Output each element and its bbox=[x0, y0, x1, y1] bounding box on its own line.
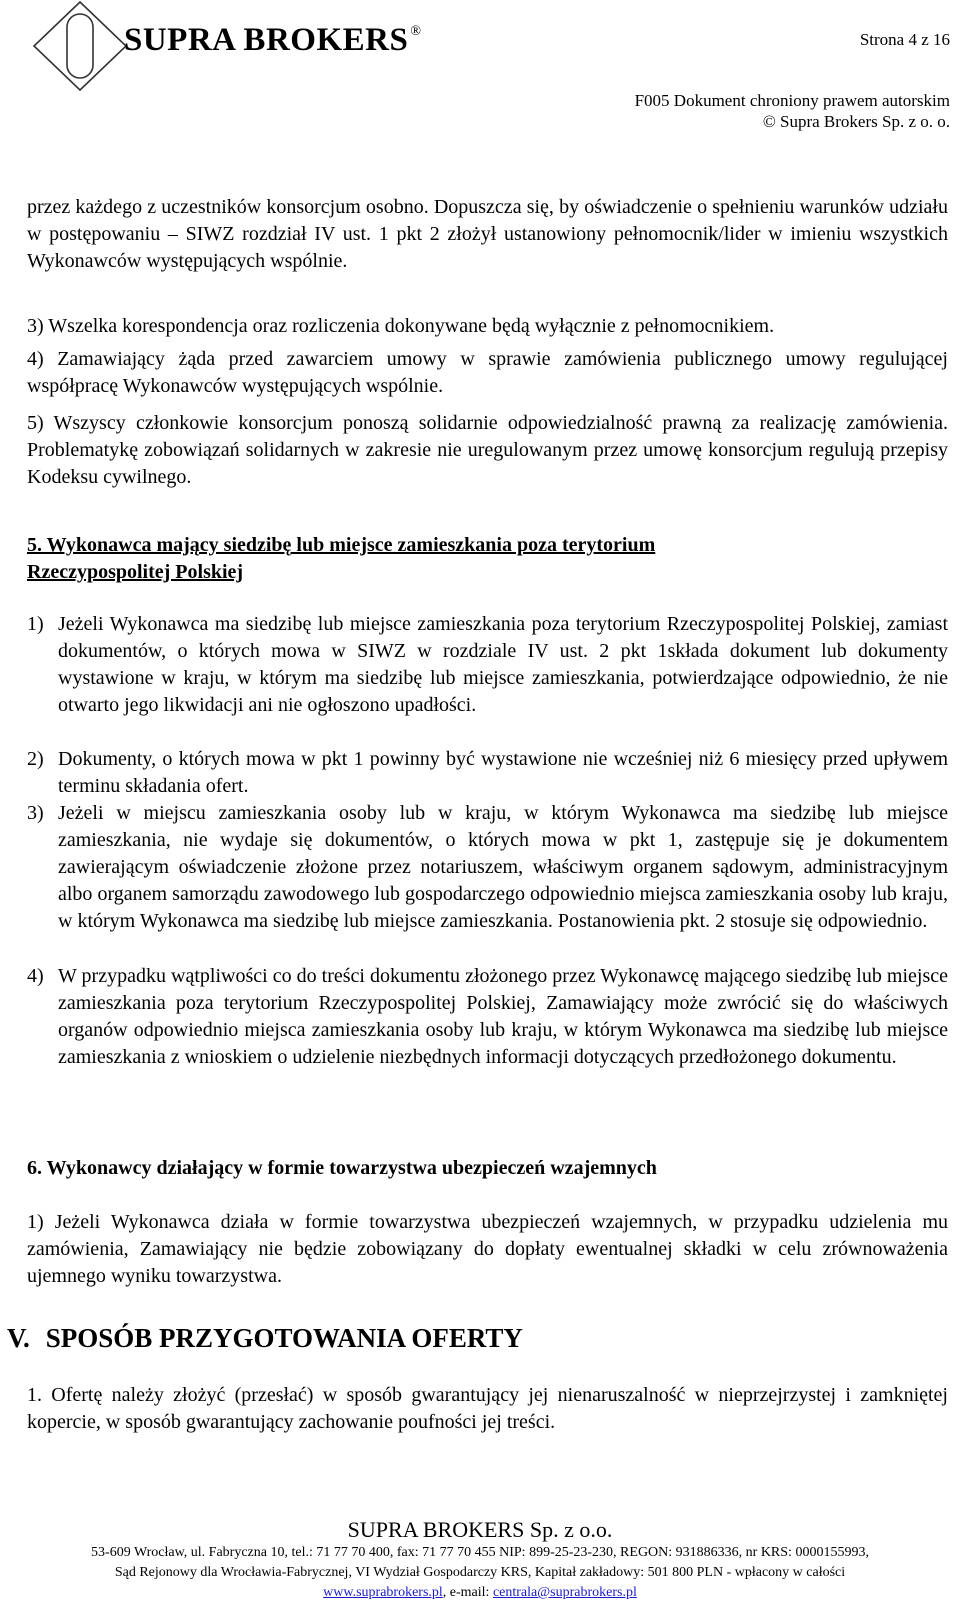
section-6-paragraph: 1) Jeżeli Wykonawca działa w formie towarzystwa ubezpieczeń wzajemnych, w przypadku udzielenia mu zamówienia, Zamawiający nie będzie zobowiązany do dopłaty ewentualnej składki w celu zrównoważenia ujemnego wyniku towarzystwa. bbox=[27, 1211, 948, 1287]
item-number: 2) bbox=[27, 748, 44, 770]
item-number: 3) bbox=[27, 802, 44, 824]
email-link[interactable]: centrala@suprabrokers.pl bbox=[492, 1585, 637, 1600]
item-number: 4) bbox=[27, 965, 44, 987]
notice-line-1: F005 Dokument chroniony prawem autorskim bbox=[634, 91, 950, 110]
paragraph-5-liability: 5) Wszyscy członkowie konsorcjum ponoszą solidarnie odpowiedzialność prawną za realizację zamówienia. Problematykę zobowiązań solidarnych w zakresie nie uregulowanym przez umowę konsorcjum regulują przepisy Kodeksu cywilnego. bbox=[27, 412, 948, 488]
item-text: Jeżeli w miejscu zamieszkania osoby lub w kraju, w którym Wykonawca ma siedzibę lub miejsce zamieszkania, nie wydaje się dokumentów, o których mowa w pkt 1, zastępuje się je dokumentem zawierającym oświadczenie złożone przez notariuszem, właściwym organem sądowym, administracyjnym albo organem samorządu zawodowego lub gospodarczego odpowiednio miejsca zamieszkania osoby lub kraju, w którym Wykonawca ma siedzibę lub miejsce zamieszkania. Postanowienia pkt. 2 stosuje się odpowiednio. bbox=[58, 802, 948, 932]
registered-mark: ® bbox=[410, 24, 422, 39]
footer-registry-line: Sąd Rejonowy dla Wrocławia-Fabrycznej, VI Wydział Gospodarczy KRS, Kapitał zakładowy: 501 800 PLN - wpłacony w całości bbox=[114, 1565, 846, 1580]
paragraph-consortium-continued: przez każdego z uczestników konsorcjum osobno. Dopuszcza się, by oświadczenie o spełnieniu warunków udziału w postępowaniu – SIWZ rozdział IV ust. 1 pkt 2 złożył ustanowiony pełnomocnik/lider w imieniu wszystkich Wykonawców występujących wspólnie. bbox=[27, 196, 948, 272]
footer-address-line: 53-609 Wrocław, ul. Fabryczna 10, tel.: 71 77 70 400, fax: 71 77 70 455 NIP: 899-25-23-230, REGON: 931886336, nr KRS: 0000155993, bbox=[91, 1545, 869, 1560]
section-v-heading: V. SPOSÓB PRZYGOTOWANIA OFERTY bbox=[7, 1323, 523, 1353]
website-link[interactable]: www.suprabrokers.pl bbox=[323, 1585, 443, 1600]
item-text: Dokumenty, o których mowa w pkt 1 powinny być wystawione nie wcześniej niż 6 miesięcy przed upływem terminu składania ofert. bbox=[58, 748, 948, 797]
page-number: Strona 4 z 16 bbox=[859, 30, 950, 49]
item-text: W przypadku wątpliwości co do treści dokumentu złożonego przez Wykonawcę mającego siedzibę lub miejsce zamieszkania poza terytorium Rzeczypospolitej Polskiej, Zamawiający może zwrócić się do właściwych organów odpowiednio miejsca zamieszkania osoby lub kraju, w którym Wykonawca ma siedzibę lub miejsce zamieszkania z wnioskiem o udzielenie niezbędnych informacji dotyczących przedłożonego dokumentu. bbox=[58, 965, 948, 1068]
brand-name: SUPRA BROKERS ® bbox=[124, 22, 422, 58]
notice-line-2: © Supra Brokers Sp. z o. o. bbox=[762, 112, 950, 131]
section-5-heading-line-2: Rzeczypospolitej Polskiej bbox=[27, 561, 244, 583]
section-5-item-3 bbox=[27, 800, 948, 935]
section-6-heading: 6. Wykonawcy działający w formie towarzystwa ubezpieczeń wzajemnych bbox=[27, 1157, 657, 1179]
footer-company-name: SUPRA BROKERS Sp. z o.o. bbox=[347, 1517, 613, 1542]
section-5-heading-line-1: 5. Wykonawca mający siedzibę lub miejsce zamieszkania poza terytorium bbox=[27, 534, 656, 556]
section-v-paragraph-1: 1. Ofertę należy złożyć (przesłać) w sposób gwarantujący jej nienaruszalność w nieprzejrzystej i zamkniętej kopercie, w sposób gwarantujący zachowanie poufności jej treści. bbox=[27, 1384, 948, 1433]
section-5-item-4 bbox=[27, 963, 948, 1071]
copyright-notice bbox=[635, 90, 950, 132]
item-text: Jeżeli Wykonawca ma siedzibę lub miejsce zamieszkania poza terytorium Rzeczypospolitej Polskiej, zamiast dokumentów, o których mowa w SIWZ w rozdziale IV ust. 2 pkt 1składa dokument lub dokumenty wystawione w kraju, w którym ma siedzibę lub miejsce zamieszkania, potwierdzające odpowiednio, że nie otwarto jego likwidacji ani nie ogłoszono upadłości. bbox=[58, 613, 948, 716]
supra-brokers-logo bbox=[30, 0, 130, 92]
paragraph-3-correspondence: 3) Wszelka korespondencja oraz rozliczenia dokonywane będą wyłącznie z pełnomocnikiem. bbox=[27, 315, 775, 337]
section-5-item-1 bbox=[27, 611, 948, 719]
item-number: 1) bbox=[27, 613, 44, 635]
section-5-item-2 bbox=[27, 746, 948, 800]
paragraph-4-agreement: 4) Zamawiający żąda przed zawarciem umowy w sprawie zamówienia publicznego umowy regulującej współpracę Wykonawców występujących wspólnie. bbox=[27, 348, 948, 397]
footer-contact-line: www.suprabrokers.pl, e-mail: centrala@suprabrokers.pl bbox=[323, 1585, 637, 1600]
